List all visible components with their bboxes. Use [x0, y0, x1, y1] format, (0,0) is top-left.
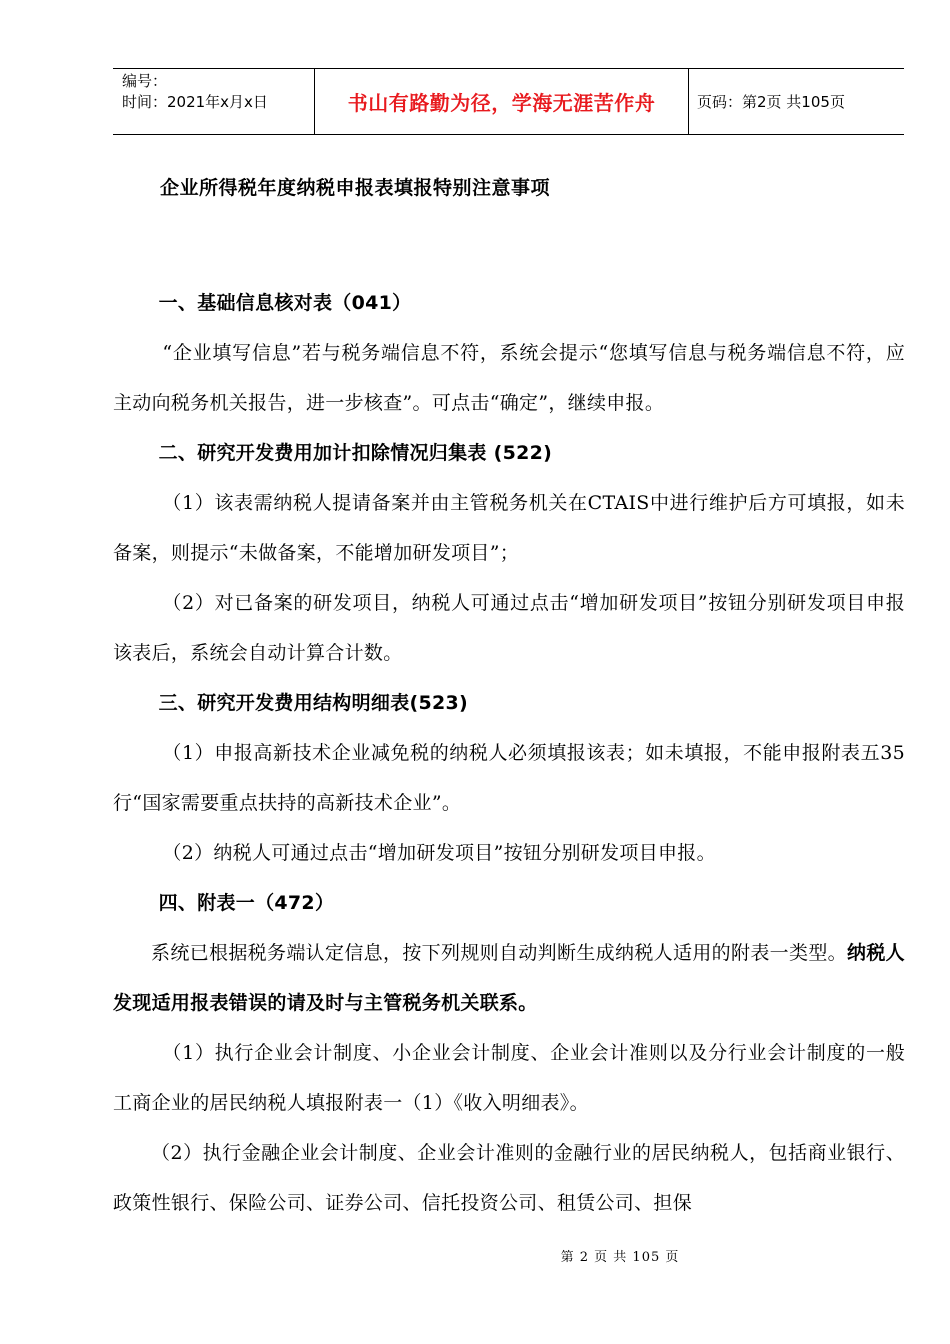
document-body	[113, 278, 905, 1228]
paragraph: （2）执行金融企业会计制度、企业会计准则的金融行业的居民纳税人，包括商业银行、政策性银行、保险公司、证券公司、信托投资公司、租赁公司、担保	[113, 1142, 905, 1214]
time-label: 时间：2021年x月x日	[122, 93, 268, 111]
section-heading-3: 三、研究开发费用结构明细表(523)	[158, 692, 469, 714]
paragraph: “企业填写信息”若与税务端信息不符，系统会提示“您填写信息与税务端信息不符，应主动向税务机关报告，进一步核查”。可点击“确定”，继续申报。	[113, 342, 905, 414]
paragraph: （2）纳税人可通过点击“增加研发项目”按钮分别研发项目申报。	[162, 842, 716, 864]
section-heading-4: 四、附表一（472）	[158, 892, 335, 914]
page-footer: 第 2 页 共 105 页	[560, 1250, 680, 1265]
bold-notice: 纳税人发现适用报表错误的请及时与主管税务机关联系。	[113, 942, 905, 1014]
paragraph: （2）对已备案的研发项目，纳税人可通过点击“增加研发项目”按钮分别研发项目申报该表后，系统会自动计算合计数。	[113, 592, 905, 664]
paragraph: （1）申报高新技术企业减免税的纳税人必须填报该表；如未填报，不能申报附表五35行“国家需要重点扶持的高新技术企业”。	[113, 742, 905, 814]
document-title: 企业所得税年度纳税申报表填报特别注意事项	[160, 177, 551, 199]
paragraph: （1）执行企业会计制度、小企业会计制度、企业会计准则以及分行业会计制度的一般工商企业的居民纳税人填报附表一（1）《收入明细表》。	[113, 1042, 905, 1114]
paragraph: （1）该表需纳税人提请备案并由主管税务机关在CTAIS中进行维护后方可填报，如未备案，则提示“未做备案，不能增加研发项目”；	[113, 492, 905, 564]
paragraph	[113, 928, 905, 1028]
section-heading-1: 一、基础信息核对表（041）	[158, 292, 412, 314]
section-heading-2: 二、研究开发费用加计扣除情况归集表 (522)	[158, 442, 553, 464]
number-label: 编号：	[122, 72, 168, 90]
header-page-info: 页码：第2页 共105页	[697, 93, 845, 111]
paragraph-text: 系统已根据税务端认定信息，按下列规则自动判断生成纳税人适用的附表一类型。	[151, 942, 848, 964]
header-motto: 书山有路勤为径，学海无涯苦作舟	[315, 69, 689, 134]
page-header	[113, 68, 904, 135]
header-meta	[113, 69, 315, 134]
